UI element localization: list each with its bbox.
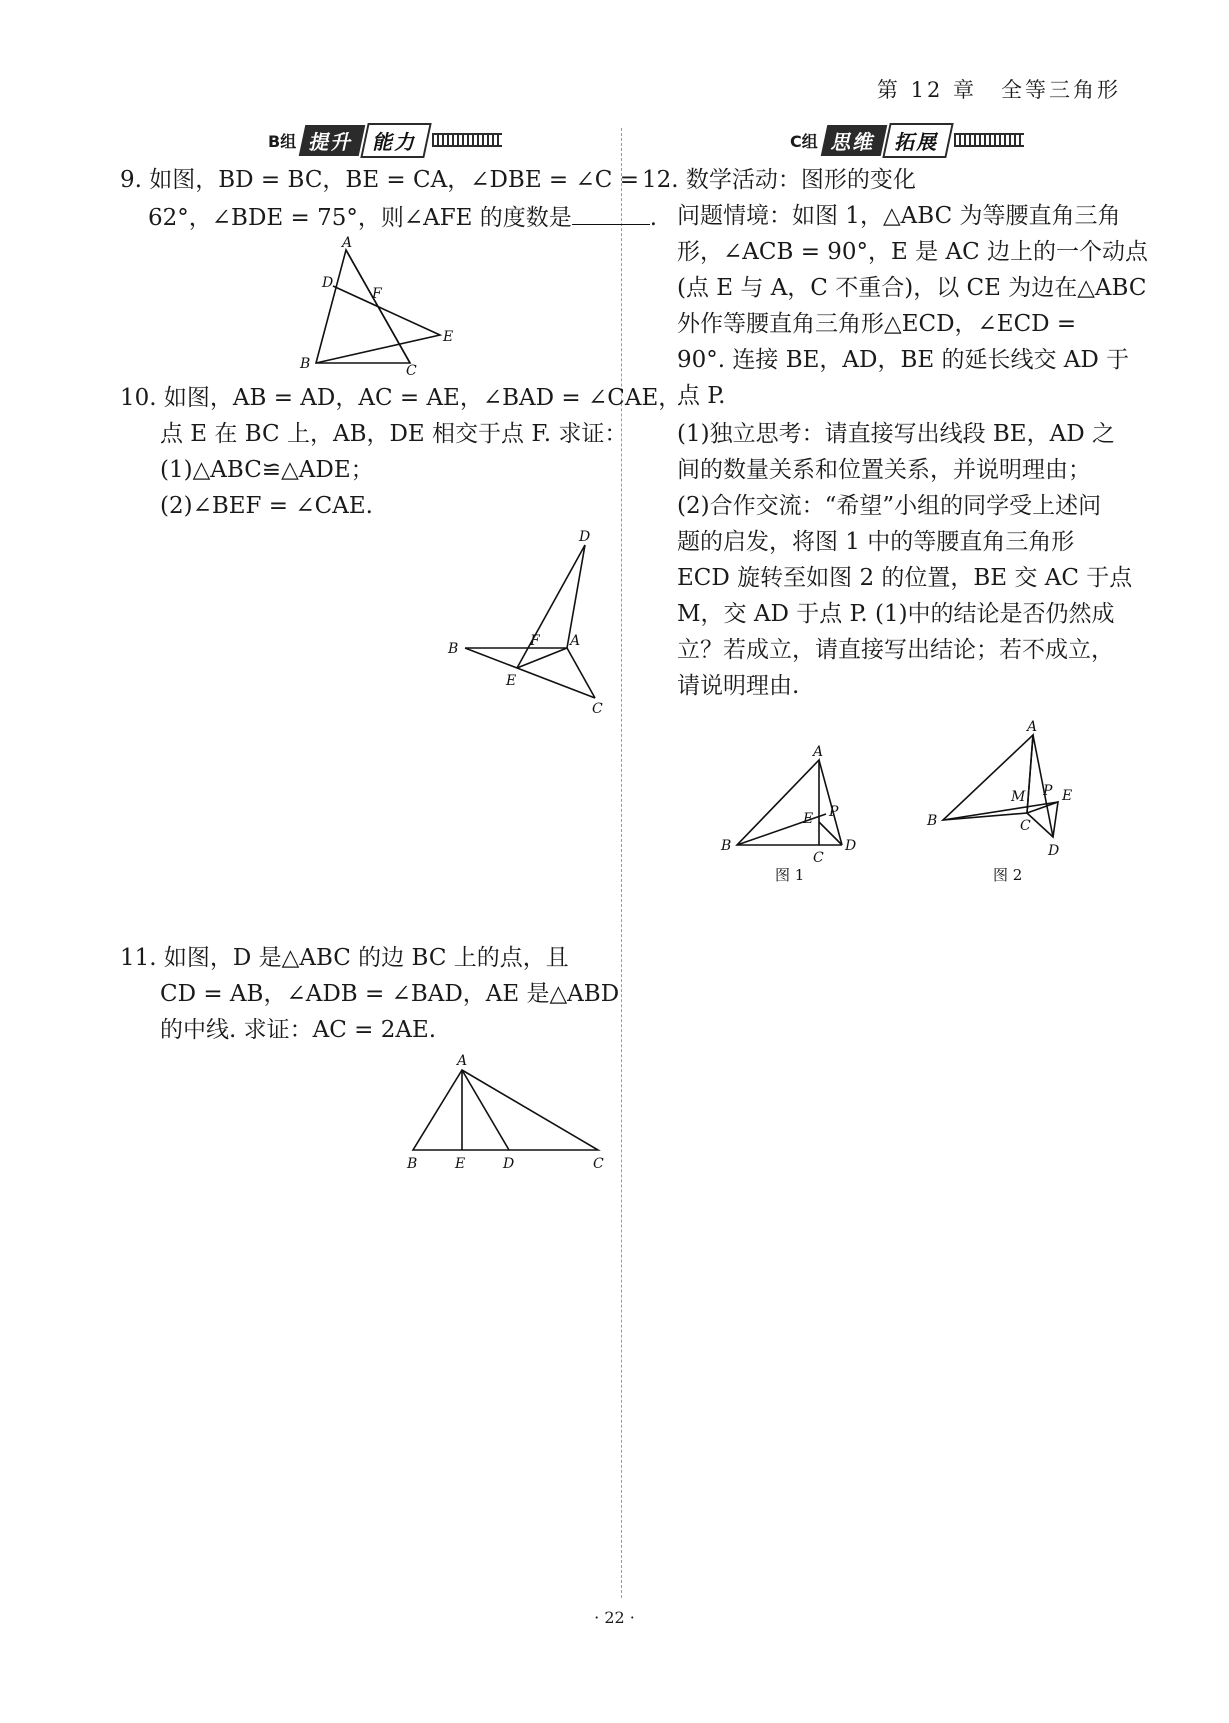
q12-line-7: 点 P. — [677, 383, 726, 409]
label-e: E — [1062, 788, 1073, 804]
section-c-title-2: 拓展 — [882, 123, 953, 158]
label-p: P — [1043, 783, 1053, 799]
segment-ac — [567, 648, 595, 698]
q12-line-13: M，交 AD 于点 P. (1)中的结论是否仍然成 — [677, 601, 1115, 627]
label-c: C — [593, 1156, 604, 1172]
q9-figure — [290, 235, 470, 375]
q9-line-2 — [148, 200, 657, 236]
label-m: M — [1011, 789, 1026, 805]
label-a: A — [570, 633, 581, 649]
segment-ad — [819, 760, 842, 845]
q12-line-6: 90°. 连接 BE，AD，BE 的延长线交 AD 于 — [677, 347, 1130, 373]
q12-line-9: 间的数量关系和位置关系，并说明理由； — [677, 457, 1091, 483]
q12-line-8: (1)独立思考：请直接写出线段 BE，AD 之 — [677, 421, 1115, 447]
figure-2-caption: 图 2 — [993, 866, 1023, 884]
segment-bc — [465, 648, 595, 698]
q10-figure — [440, 525, 615, 715]
section-c-tag: C组 — [790, 131, 818, 151]
triangle-abc — [413, 1070, 598, 1150]
banner-decoration — [432, 133, 502, 147]
label-d: D — [1048, 843, 1060, 859]
q11-line-3: 的中线. 求证：AC = 2AE. — [160, 1017, 437, 1043]
label-e: E — [803, 811, 814, 827]
label-d: D — [503, 1156, 515, 1172]
segment-ea — [517, 648, 567, 668]
label-b: B — [927, 813, 938, 829]
section-b-title-2: 能力 — [360, 123, 431, 158]
label-b: B — [448, 641, 459, 657]
label-c: C — [406, 363, 417, 375]
label-d: D — [845, 838, 857, 854]
q9-line-2b: . — [649, 205, 658, 231]
q12-line-2: 问题情境：如图 1，△ABC 为等腰直角三角 — [677, 203, 1121, 229]
q12-line-12: ECD 旋转至如图 2 的位置，BE 交 AC 于点 — [677, 565, 1133, 591]
label-b: B — [721, 838, 732, 854]
q12-line-14: 立？若成立，请直接写出结论；若不成立， — [677, 637, 1114, 663]
answer-blank[interactable] — [572, 202, 650, 225]
label-p: P — [829, 804, 839, 820]
label-b: B — [407, 1156, 418, 1172]
segment-ac — [346, 250, 410, 363]
banner-decoration — [954, 133, 1024, 147]
q9-line-1: 9. 如图，BD = BC，BE = CA，∠DBE = ∠C = — [120, 167, 639, 193]
label-c: C — [1020, 818, 1031, 834]
segment-ad — [462, 1070, 509, 1150]
segment-ca — [1027, 735, 1033, 813]
q12-line-5: 外作等腰直角三角形△ECD，∠ECD = — [677, 311, 1077, 337]
q12-line-1: 12. 数学活动：图形的变化 — [642, 167, 916, 193]
label-d: D — [579, 529, 591, 545]
page-number: · 22 · — [594, 1608, 635, 1627]
figure-1-caption: 图 1 — [775, 866, 805, 884]
label-c: C — [592, 701, 603, 715]
q11-figure — [395, 1050, 615, 1180]
label-e: E — [443, 329, 454, 345]
section-b-tag: B组 — [268, 131, 297, 151]
q10-line-2: 点 E 在 BC 上，AB，DE 相交于点 F. 求证： — [160, 421, 628, 447]
q11-line-1: 11. 如图，D 是△ABC 的边 BC 上的点，且 — [120, 945, 569, 971]
chapter-header: 第 12 章 全等三角形 — [876, 78, 1121, 102]
q12-line-11: 题的启发，将图 1 中的等腰直角三角形 — [677, 529, 1075, 555]
label-b: B — [300, 356, 311, 372]
section-b-title-1: 提升 — [299, 125, 366, 156]
q9-line-2a: 62°，∠BDE = 75°，则∠AFE 的度数是 — [148, 205, 572, 231]
q10-line-1: 10. 如图，AB = AD，AC = AE，∠BAD = ∠CAE， — [120, 385, 682, 411]
section-c-banner — [790, 124, 1024, 156]
label-e: E — [455, 1156, 466, 1172]
q12-line-3: 形，∠ACB = 90°，E 是 AC 边上的一个动点 — [677, 239, 1148, 265]
q10-line-4: (2)∠BEF = ∠CAE. — [160, 493, 373, 519]
label-f: F — [372, 286, 382, 302]
label-a: A — [457, 1053, 468, 1069]
q10-line-3: (1)△ABC≌△ADE； — [160, 457, 374, 483]
label-f: F — [530, 633, 540, 649]
label-c: C — [813, 850, 824, 866]
label-a: A — [342, 235, 353, 251]
q12-figure-1 — [715, 740, 875, 900]
label-e: E — [506, 673, 517, 689]
q12-line-10: (2)合作交流：“希望”小组的同学受上述问 — [677, 493, 1102, 519]
section-c-title-1: 思维 — [820, 125, 887, 156]
label-a: A — [1027, 719, 1038, 735]
q12-line-15: 请说明理由. — [677, 673, 800, 699]
label-d: D — [322, 275, 334, 291]
triangle-abc — [737, 760, 819, 845]
column-divider — [621, 128, 622, 1598]
triangle-abc — [316, 250, 410, 363]
label-a: A — [813, 744, 824, 760]
section-b-banner — [268, 124, 502, 156]
q12-figure-2 — [925, 715, 1095, 900]
q11-line-2: CD = AB，∠ADB = ∠BAD，AE 是△ABD — [160, 981, 620, 1007]
q12-line-4: (点 E 与 A，C 不重合)，以 CE 为边在△ABC — [677, 275, 1147, 301]
triangle-ecd — [1027, 802, 1058, 837]
